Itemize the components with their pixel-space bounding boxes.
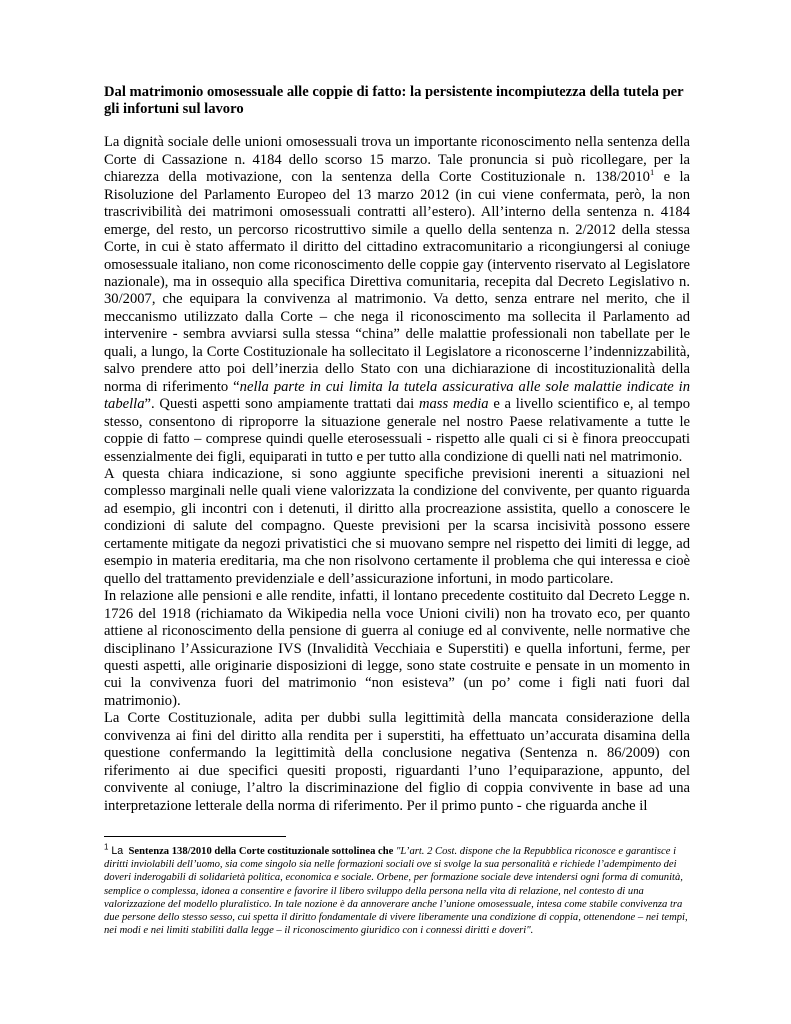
document-page <box>104 84 690 938</box>
paragraph-1 <box>104 134 690 466</box>
footnote-number: 1 <box>104 842 109 852</box>
footnote-lead: La <box>111 845 124 858</box>
footnote-marker <box>104 842 124 858</box>
footnote-reference[interactable]: 1 <box>649 167 655 178</box>
document-title: Dal matrimonio omosessuale alle coppie di fatto: la persistente incompiutezza della tutela per gli infortuni sul lavoro <box>104 84 684 118</box>
footnote <box>104 842 690 937</box>
paragraph-1-quote: nella parte in cui limita la tutela assicurativa alle sole malattie indicate in tabella <box>104 378 691 413</box>
paragraph-4: La Corte Costituzionale, adita per dubbi sulla legittimità della mancata considerazione della convivenza ai fini del diritto alla rendita per i superstiti, ha effettuato un’accurata disamina della questione confermando la legittimità della conclusione negativa (Sentenza n. 86/2009) con riferimento ai due specifici quesiti proposti, riguardanti l’uno l’equiparazione, appunto, del convivente al coniuge, l’altro la discriminazione del figlio di coppia convivente in base ad una interpretazione letterale della norma di riferimento. Per il primo punto - che riguarda anche il <box>104 710 690 814</box>
paragraph-2: A questa chiara indicazione, si sono aggiunte specifiche previsioni inerenti a situazioni nel complesso marginali nelle quali viene valorizzata la condizione del convivente, per quanto riguarda ad esempio, gli incontri con i detenuti, il diritto alla procreazione assistita, quello a conoscere le condizioni di salute del compagno. Queste previsioni per la scarsa incisività possono essere certamente mitigate da negozi privatistici che si muovano sempre nel rispetto dei limiti di legge, ad esempio in materia ereditaria, ma che non risolvono certamente il problema che qui interessa e cioè quello del trattamento previdenziale e dell’assicurazione infortuni, in modo particolare. <box>104 466 690 587</box>
document-body <box>104 134 690 815</box>
paragraph-1-mass-media: mass media <box>418 396 489 413</box>
footnote-quote: "L’art. 2 Cost. dispone che la Repubblica riconosce e garantisce i diritti inviolabili dell’uomo, sia come singolo sia nelle formazioni sociali ove si svolge la sua personalità e richiede l’adempimento dei doveri inderogabili di solidarietà politica, economica e sociale. Orbene, per formazione sociale deve intendersi ogni forma di comunità, semplice o complessa, idonea a consentire e favorire il libero sviluppo della persona nella vita di relazione, nel contesto di una valorizzazione del modello pluralistico. In tale nozione è da annoverare anche l’unione omosessuale, intesa come stabile convivenza tra due persone dello stesso sesso, cui spetta il diritto fondamentale di vivere liberamente una condizione di coppia, ottenendone – nei tempi, nei modi e nei limiti stabiliti dalla legge – il riconoscimento giuridico con i connessi diritti e doveri". <box>104 846 688 937</box>
paragraph-1-text-a: La dignità sociale delle unioni omosessuali trova un importante riconoscimento nella sentenza della Corte di Cassazione n. 4184 dello scorso 15 marzo. Tale pronuncia si può ricollegare, per la chiarezza della motivazione, con la sentenza della Corte Costituzionale n. 138/2010 <box>104 134 690 186</box>
paragraph-3: In relazione alle pensioni e alle rendite, infatti, il lontano precedente costituito dal Decreto Legge n. 1726 del 1918 (richiamato da Wikipedia nella voce Unioni civili) non ha trovato eco, per quanto attiene al riconoscimento della pensione di guerra al coniuge ed al convivente, nelle normative che disciplinano l’Assicurazione IVS (Invalidità Vecchiaia e Superstiti) e quella infortuni, ferme, per questi aspetti, alle originarie disposizioni di legge, sono state costruite e pensate in un momento in cui la convivenza fuori del matrimonio “non esisteva” (un po’ come i figli nati fuori dal matrimonio). <box>104 588 690 709</box>
paragraph-1-text-f: e a livello scientifico e, al tempo stesso, consentono di riproporre la situazione generale nel nostro Paese relativamente a tutte le coppie di fatto – comprese quindi quelle eterosessuali - rispetto alle quali ci si è finora preoccupati essenzialmente dei figli, equiparati in tutto e per tutto alla condizione di quelli nati nel matrimonio. <box>104 396 691 465</box>
footnote-separator <box>104 836 286 837</box>
paragraph-1-text-d: ”. Questi aspetti sono ampiamente trattati dai <box>144 396 419 413</box>
paragraph-1-text-b: e la Risoluzione del Parlamento Europeo del 13 marzo 2012 (in cui viene confermata, però, la non trascrivibilità dei matrimoni omosessuali contratti all’estero). All’interno della sentenza n. 4184 emerge, del resto, un percorso ricostruttivo simile a quello della sentenza n. 2/2012 della stessa Corte, in cui è stato affermato il diritto del cittadino extracomunitario a ricongiungersi al coniuge omosessuale italiano, non come riconoscimento delle coppie gay (intervento riservato al Legislatore nazionale), ma in ossequio alla specifica Direttiva comunitaria, recepita dal Decreto Legislativo n. 30/2007, che equipara la convivenza al matrimonio. Va detto, senza entrare nel merito, che il meccanismo utilizzato dalla Corte – che nega il riconoscimento ma sollecita il Parlamento ad intervenire - sembra avviarsi sulla stessa “china” delle malattie professionali non tabellate per le quali, a lungo, la Corte Costituzionale ha sollecitato il Legislatore a riconoscerne l’indennizzabilità, salvo prendere atto poi dell’inerzia dello Stato con una dichiarazione di incostituzionalità della norma di riferimento “ <box>104 169 690 395</box>
footnote-bold-text: Sentenza 138/2010 della Corte costituzionale sottolinea che <box>128 846 394 858</box>
